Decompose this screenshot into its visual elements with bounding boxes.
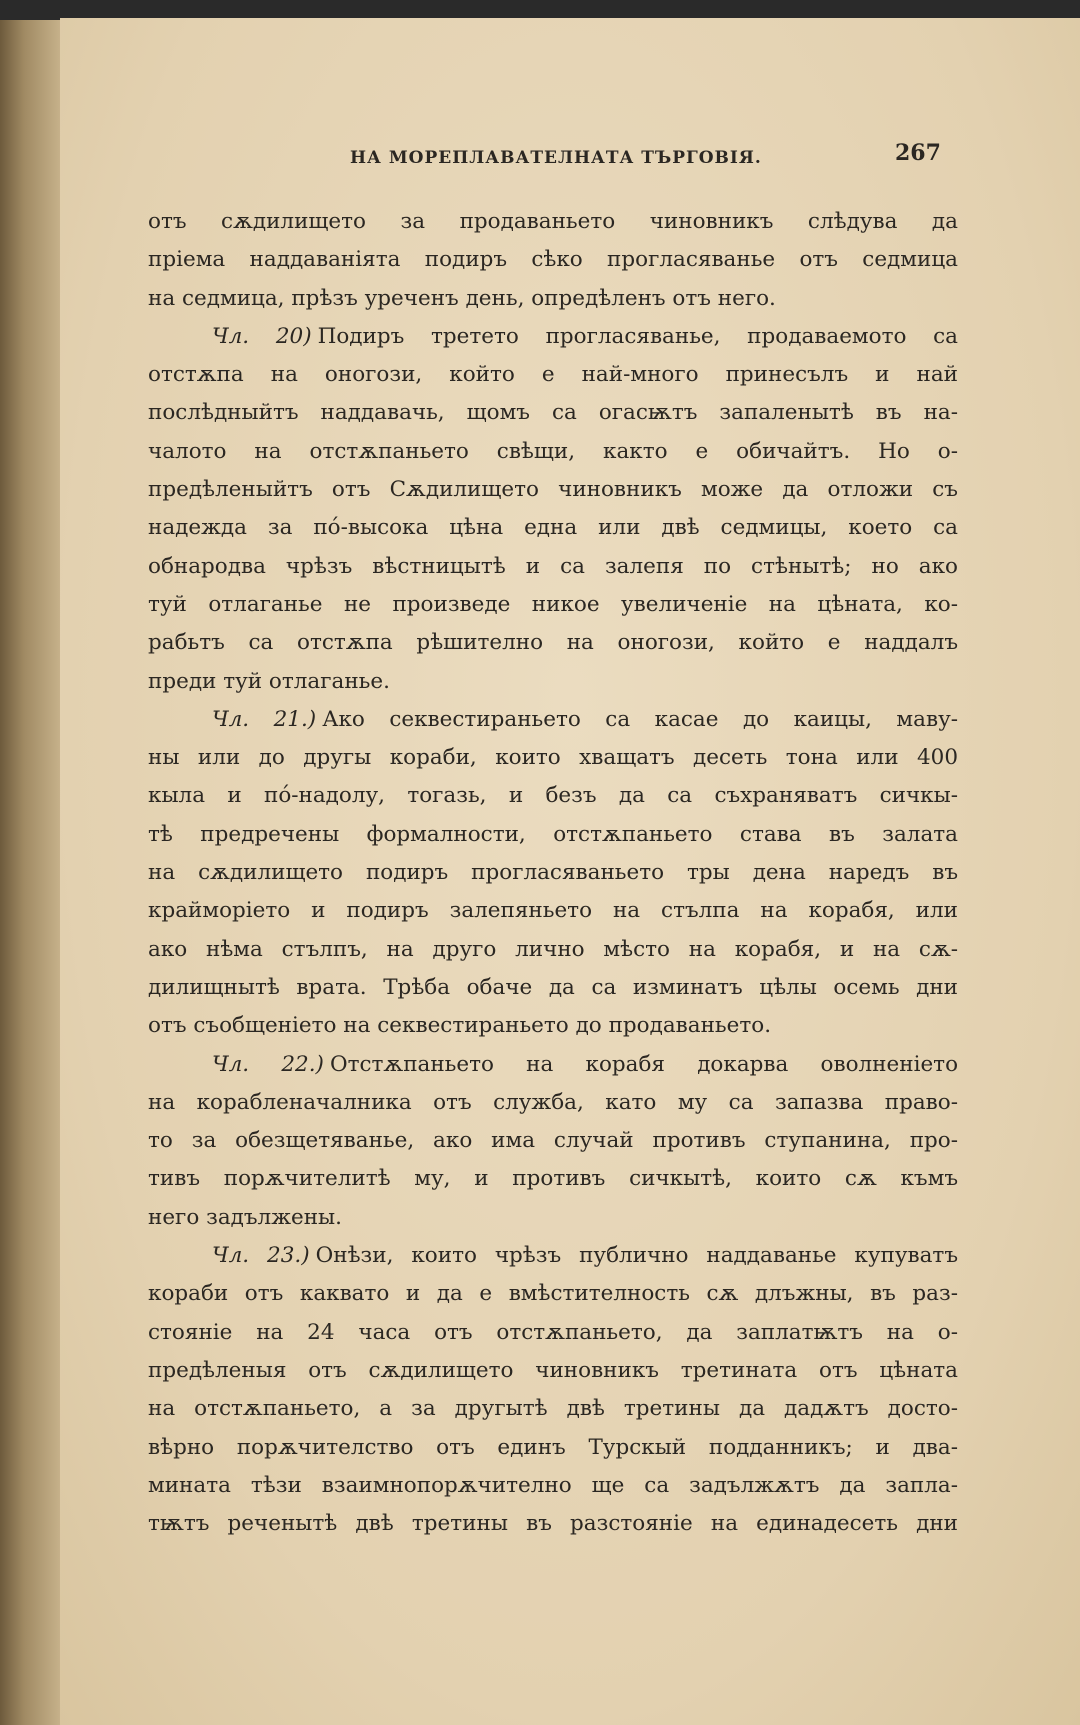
text-line (148, 1084, 958, 1122)
text-line (148, 1390, 958, 1428)
article-marker: Чл. 20) (212, 323, 312, 349)
text-line (148, 1275, 958, 1313)
book-page (60, 18, 1080, 1725)
scan-top-edge (0, 0, 1080, 20)
line-text: то за обезщетяванье, ако има случай противъ ступанина, про- (148, 1128, 958, 1154)
text-line (148, 854, 958, 892)
line-text: отстѫпа на оногози, който е най-много принесълъ и най (148, 362, 958, 388)
line-text: Ако секвестираньето са касае до каицы, маву- (322, 706, 958, 732)
article-marker: Чл. 21.) (212, 706, 317, 732)
text-line (148, 624, 958, 662)
text-line (148, 1160, 958, 1198)
text-line (148, 1352, 958, 1390)
text-line (148, 433, 958, 471)
text-line (148, 548, 958, 586)
line-text: кыла и по́-надолу, тогазь, и безъ да са съхраняватъ сичкы- (148, 783, 958, 809)
line-text: предѣленыя отъ сѫдилището чиновникъ третината отъ цѣната (148, 1357, 958, 1383)
text-line (148, 663, 958, 701)
text-line (148, 816, 958, 854)
line-text: тѭтъ реченытѣ двѣ третины въ разстояніе на единадесеть дни (148, 1511, 958, 1537)
line-text: тѣ предречены формалности, отстѫпаньето става въ залата (148, 821, 958, 847)
text-line (148, 471, 958, 509)
line-text: Подиръ третето прогласяванье, продаваемото са (317, 323, 958, 349)
running-head-title: НА МОРЕПЛАВАТЕЛНАТА ТЪРГОВІЯ. (350, 148, 762, 168)
line-text: тивъ порѫчителитѣ му, и противъ сичкытѣ, които сѫ къмъ (148, 1166, 958, 1192)
text-line (148, 1314, 958, 1352)
text-line (148, 701, 958, 739)
line-text: предѣленыйтъ отъ Сѫдилището чиновникъ може да отложи съ (148, 477, 958, 503)
text-line (148, 1046, 958, 1084)
line-text: пріема наддаваніята подиръ сѣко прогласяванье отъ седмица (148, 247, 958, 273)
line-text: стояніе на 24 часа отъ отстѫпаньето, да заплатѭтъ на о- (148, 1319, 958, 1345)
line-text: туй отлаганье не произведе никое увеличеніе на цѣната, ко- (148, 591, 958, 617)
text-line (148, 1007, 958, 1045)
text-line (148, 777, 958, 815)
line-text: на сѫдилището подиръ прогласяваньето тры дена наредъ въ (148, 860, 958, 886)
line-text: ны или до другы кораби, които хващатъ десеть тона или 400 (148, 745, 958, 771)
text-line (148, 931, 958, 969)
line-text: чалото на отстѫпаньето свѣщи, както е обичайтъ. Но о- (148, 438, 958, 464)
line-text: на корабленачалника отъ служба, като му са запазва право- (148, 1089, 958, 1115)
text-line (148, 280, 958, 318)
line-text: отъ съобщеніето на секвестираньето до продаваньето. (148, 1013, 772, 1039)
text-line (148, 356, 958, 394)
text-line (148, 509, 958, 547)
line-text: отъ сѫдилището за продаваньето чиновникъ слѣдува да (148, 209, 958, 234)
line-text: мината тѣзи взаимнопорѫчително ще са задължѫтъ да запла- (148, 1472, 958, 1498)
text-line (148, 203, 958, 241)
text-line (148, 892, 958, 930)
body-text (148, 203, 958, 1543)
line-text: крайморіето и подиръ залепяньето на стълпа на корабя, или (148, 898, 958, 924)
line-text: рабьтъ са отстѫпа рѣшително на оногози, който е наддалъ (148, 630, 958, 656)
line-text: на отстѫпаньето, а за другытѣ двѣ третины да дадѫтъ досто- (148, 1396, 958, 1422)
text-line (148, 586, 958, 624)
text-line (148, 1122, 958, 1160)
running-head (60, 130, 1080, 170)
page-number: 267 (895, 140, 941, 166)
text-line (148, 739, 958, 777)
line-text: дилищнытѣ врата. Трѣба обаче да са изминатъ цѣлы осемь дни (148, 974, 958, 1000)
line-text: вѣрно порѫчителство отъ единъ Турскый подданникъ; и два- (148, 1434, 958, 1460)
text-line (148, 1199, 958, 1237)
text-line (148, 1237, 958, 1275)
line-text: Онѣзи, които чрѣзъ публично наддаванье купуватъ (315, 1243, 958, 1269)
line-text: на седмица, прѣзъ уреченъ день, опредѣленъ отъ него. (148, 285, 776, 311)
line-text: Отстѫпаньето на корабя докарва оволненіето (329, 1051, 958, 1077)
text-line (148, 241, 958, 279)
article-marker: Чл. 22.) (212, 1051, 324, 1077)
text-line (148, 394, 958, 432)
line-text: обнародва чрѣзъ вѣстницытѣ и са залепя по стѣнытѣ; но ако (148, 553, 958, 579)
text-line (148, 318, 958, 356)
book-spine (0, 20, 60, 1725)
text-line (148, 1505, 958, 1543)
line-text: него задължены. (148, 1204, 342, 1230)
line-text: кораби отъ каквато и да е вмѣстителность сѫ длъжны, въ раз- (148, 1281, 958, 1307)
article-marker: Чл. 23.) (212, 1243, 310, 1269)
line-text: надежда за по́-высока цѣна една или двѣ седмицы, което са (148, 515, 958, 541)
line-text: преди туй отлаганье. (148, 668, 390, 694)
line-text: ако нѣма стълпъ, на друго лично мѣсто на корабя, и на сѫ- (148, 936, 958, 962)
text-line (148, 969, 958, 1007)
text-line (148, 1467, 958, 1505)
text-line (148, 1429, 958, 1467)
line-text: послѣдныйтъ наддавачь, щомъ са огасѭтъ запаленытѣ въ на- (148, 400, 958, 426)
